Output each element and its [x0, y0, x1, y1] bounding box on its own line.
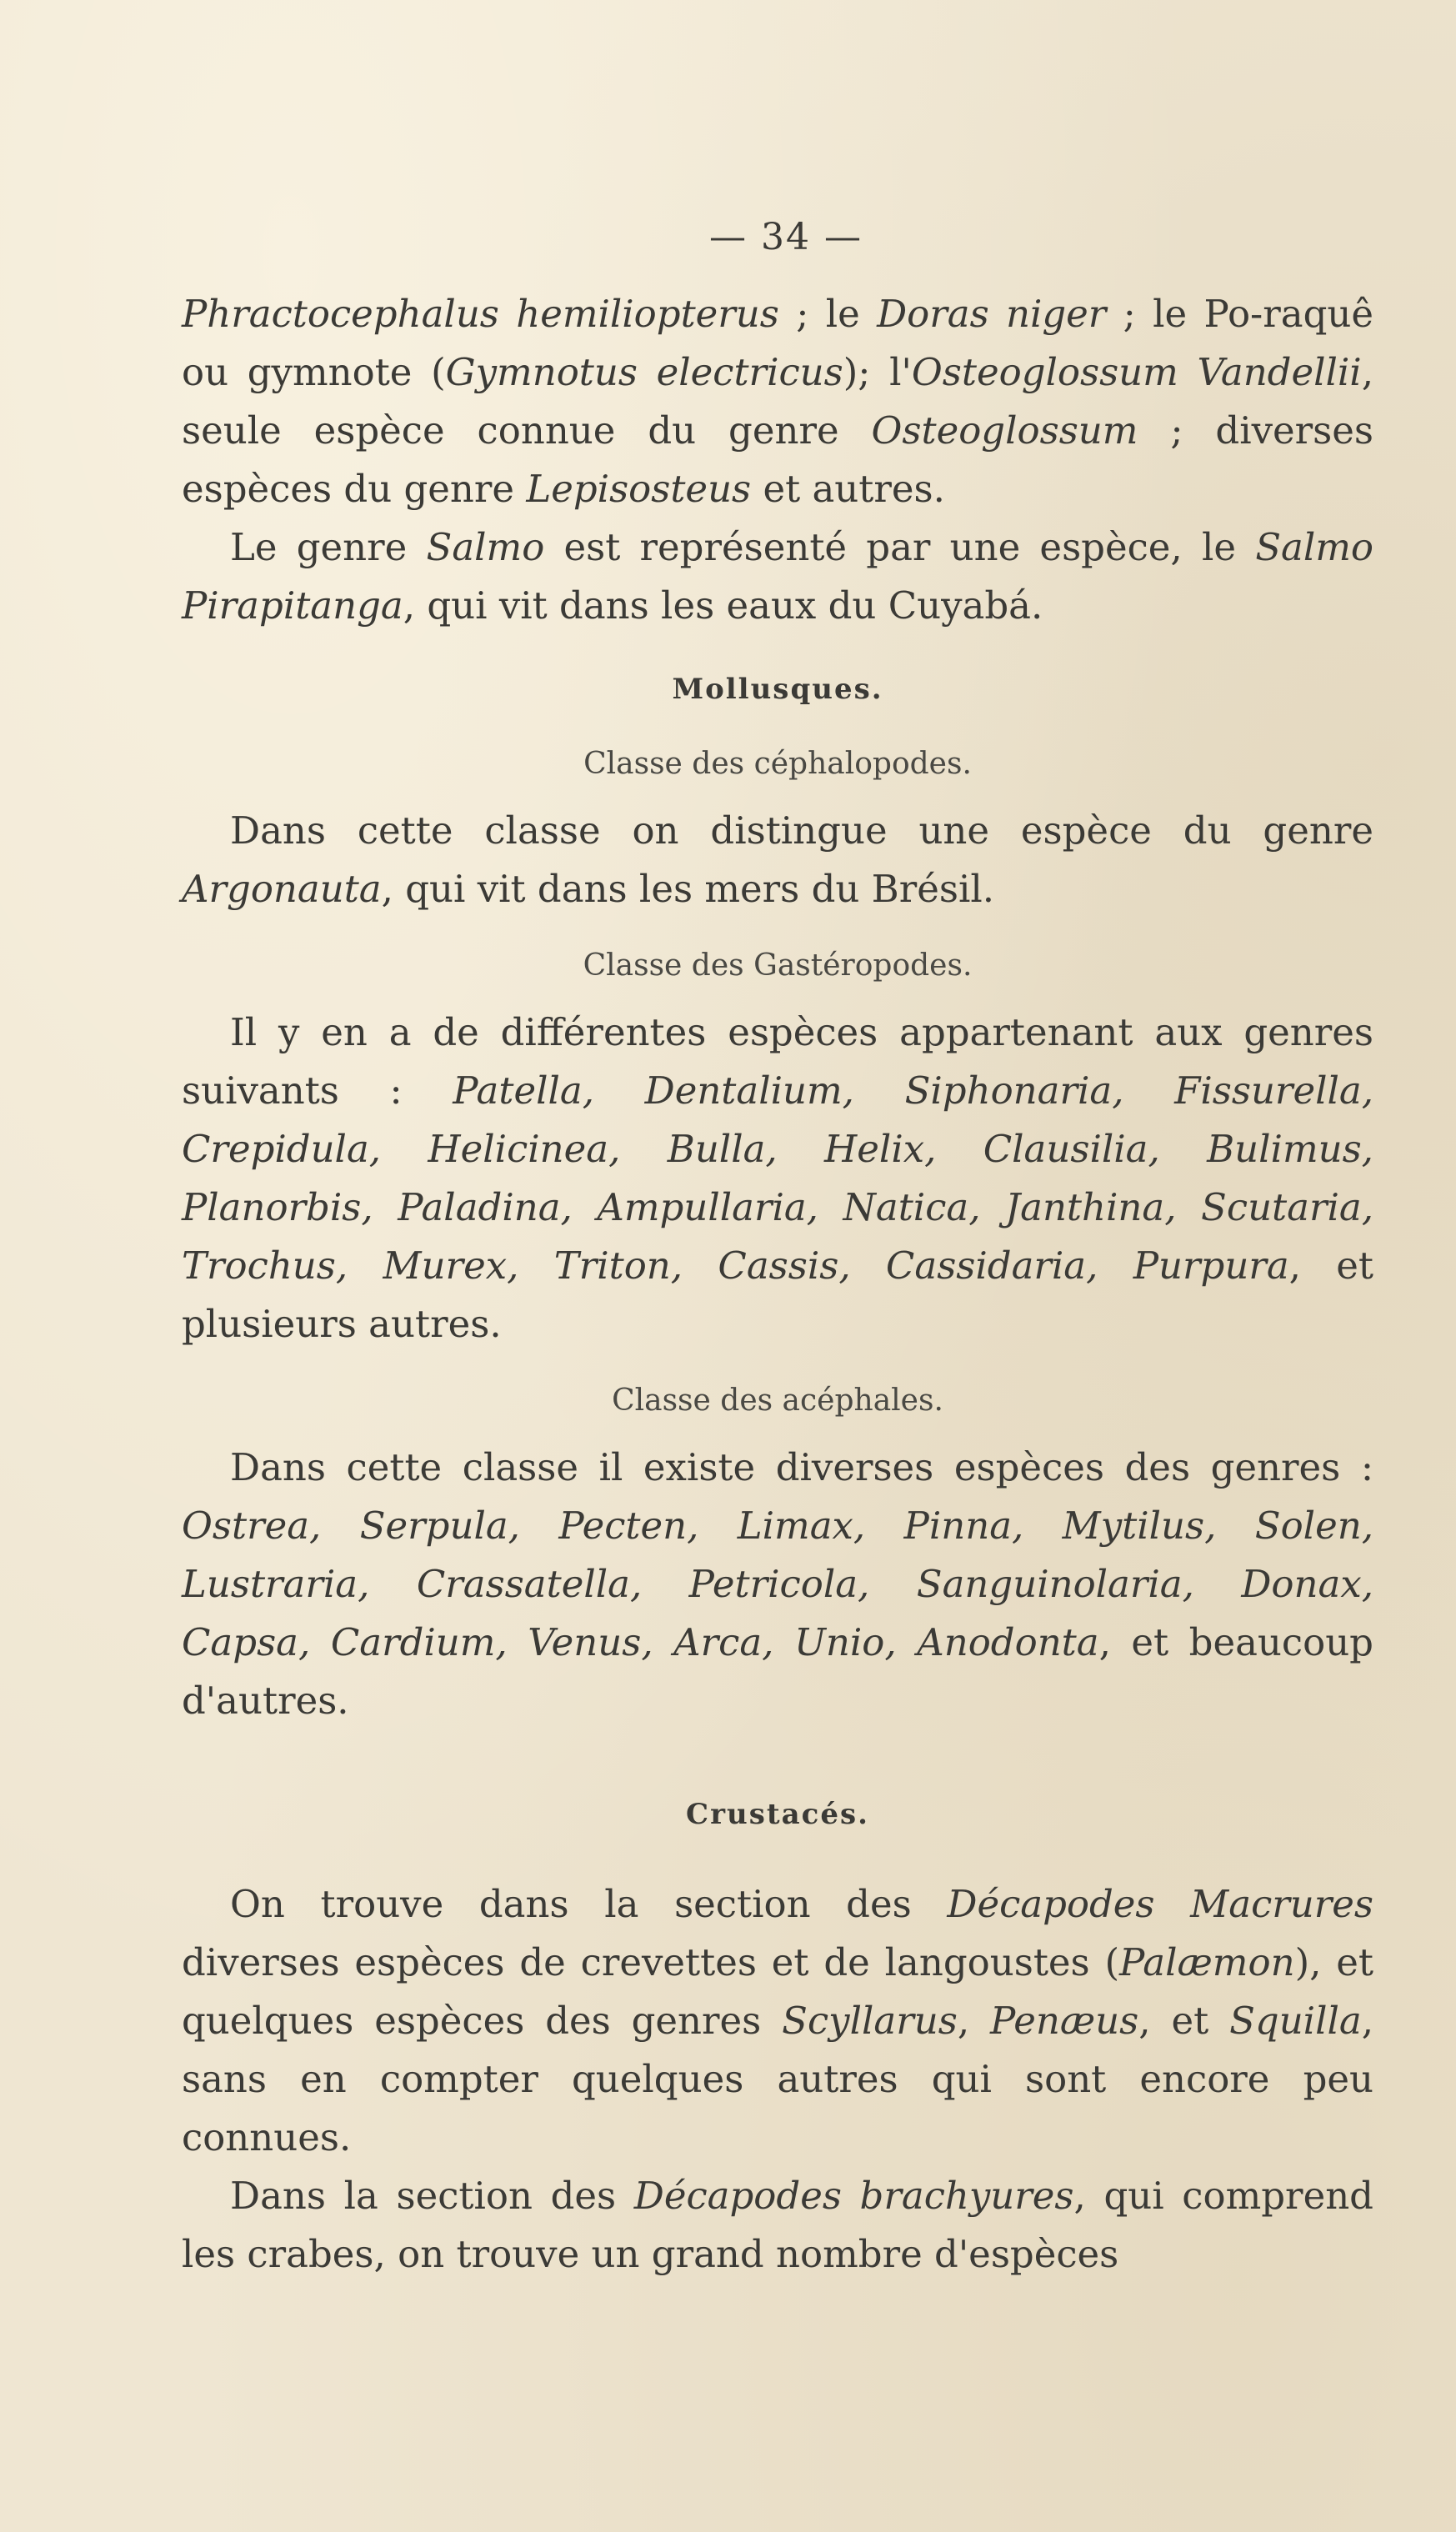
text-run: , seule espèce connue du genre	[182, 350, 1373, 453]
class-heading-acephales: Classe des acéphales.	[612, 1384, 943, 1418]
latin-name: Phractocephalus hemiliopterus	[182, 292, 779, 336]
book-page	[182, 208, 1373, 2284]
latin-name: Décapodes Macrures	[947, 1882, 1374, 1926]
text-run: , qui vit dans les mers du Brésil.	[381, 867, 995, 911]
spacer	[182, 918, 1373, 933]
latin-name: Doras niger	[877, 292, 1107, 336]
text-run: ; le Po-raquê ou gymnote (	[182, 292, 1374, 394]
text-run: , sans en compter quelques autres qui sont encore peu connues.	[182, 1999, 1373, 2159]
paragraph-fish-species	[182, 285, 1373, 518]
text-run: est représenté par une espèce, le	[544, 525, 1256, 569]
text-run: Il y en a de différentes espèces appartenant aux genres suivants :	[182, 1010, 1373, 1113]
latin-name: Penæus	[990, 1999, 1139, 2043]
paragraph-decapodes-brachyures	[182, 2167, 1373, 2284]
section-heading-mollusques: Mollusques.	[672, 673, 883, 706]
text-run: ), et quelques espèces des genres	[182, 1940, 1373, 2043]
spacer	[182, 1354, 1373, 1369]
text-run: On trouve dans la section des	[230, 1882, 948, 1926]
latin-name: Palæmon	[1119, 1940, 1295, 1984]
paragraph-cephalopodes	[182, 802, 1373, 918]
spacer	[182, 1860, 1373, 1875]
latin-name: Lepisosteus	[526, 467, 752, 511]
text-run: Dans la section des	[230, 2174, 634, 2218]
class-heading-gasteropodes: Classe des Gastéropodes.	[583, 948, 973, 983]
text-run: Dans cette classe il existe diverses espèces des genres :	[230, 1445, 1373, 1489]
spacer	[182, 1730, 1373, 1760]
text-run: ,	[957, 1999, 991, 2043]
latin-name: Décapodes brachyures	[633, 2174, 1074, 2218]
text-run: , qui vit dans les eaux du Cuyabá.	[403, 583, 1043, 628]
text-run: , et beaucoup d'autres.	[182, 1620, 1373, 1723]
latin-name: Squilla	[1229, 1999, 1362, 2043]
text-run: et autres.	[751, 467, 945, 511]
latin-name: Osteoglossum Vandellii	[911, 350, 1362, 394]
text-run: ; diverses espèces du genre	[182, 408, 1374, 511]
class-heading-cephalopodes: Classe des céphalopodes.	[583, 747, 972, 781]
text-run: Dans cette classe on distingue une espèce du genre	[230, 808, 1373, 853]
page-number: — 34 —	[709, 216, 863, 258]
section-heading-crustaces: Crustacés.	[686, 1798, 869, 1831]
text-run: , qui comprend les crabes, on trouve un grand nombre d'espèces	[182, 2174, 1373, 2276]
latin-name: Argonauta	[182, 867, 382, 911]
paragraph-gasteropodes	[182, 1003, 1373, 1354]
paragraph-decapodes-macrures	[182, 1875, 1373, 2167]
text-run: ); l'	[843, 350, 912, 394]
text-run: diverses espèces de crevettes et de langoustes (	[182, 1940, 1120, 1984]
paragraph-acephales	[182, 1439, 1373, 1730]
latin-name: Gymnotus electricus	[445, 350, 843, 394]
latin-name: Salmo Pirapitanga	[182, 525, 1373, 628]
paragraph-salmo	[182, 518, 1373, 635]
text-run: , et plusieurs autres.	[182, 1243, 1373, 1346]
text-run: , et	[1138, 1999, 1230, 2043]
latin-name-list: Patella, Dentalium, Siphonaria, Fissurella, Crepidula, Helicinea, Bulla, Helix, Clausilia, Bulimus, Planorbis, Paladina, Ampullaria, Natica, Janthina, Scutaria, Trochus, Murex, Triton, Cassis, Cassidaria, Purpura	[182, 1068, 1373, 1288]
latin-name: Scyllarus	[782, 1999, 958, 2043]
latin-name: Osteoglossum	[871, 408, 1138, 453]
text-run: ; le	[778, 292, 878, 336]
text-run: Le genre	[230, 525, 427, 569]
latin-name-list: Ostrea, Serpula, Pecten, Limax, Pinna, Mytilus, Solen, Lustraria, Crassatella, Petricola, Sanguinolaria, Donax, Capsa, Cardium, Venus, Arca, Unio, Anodonta	[182, 1504, 1373, 1664]
latin-name: Salmo	[426, 525, 545, 569]
